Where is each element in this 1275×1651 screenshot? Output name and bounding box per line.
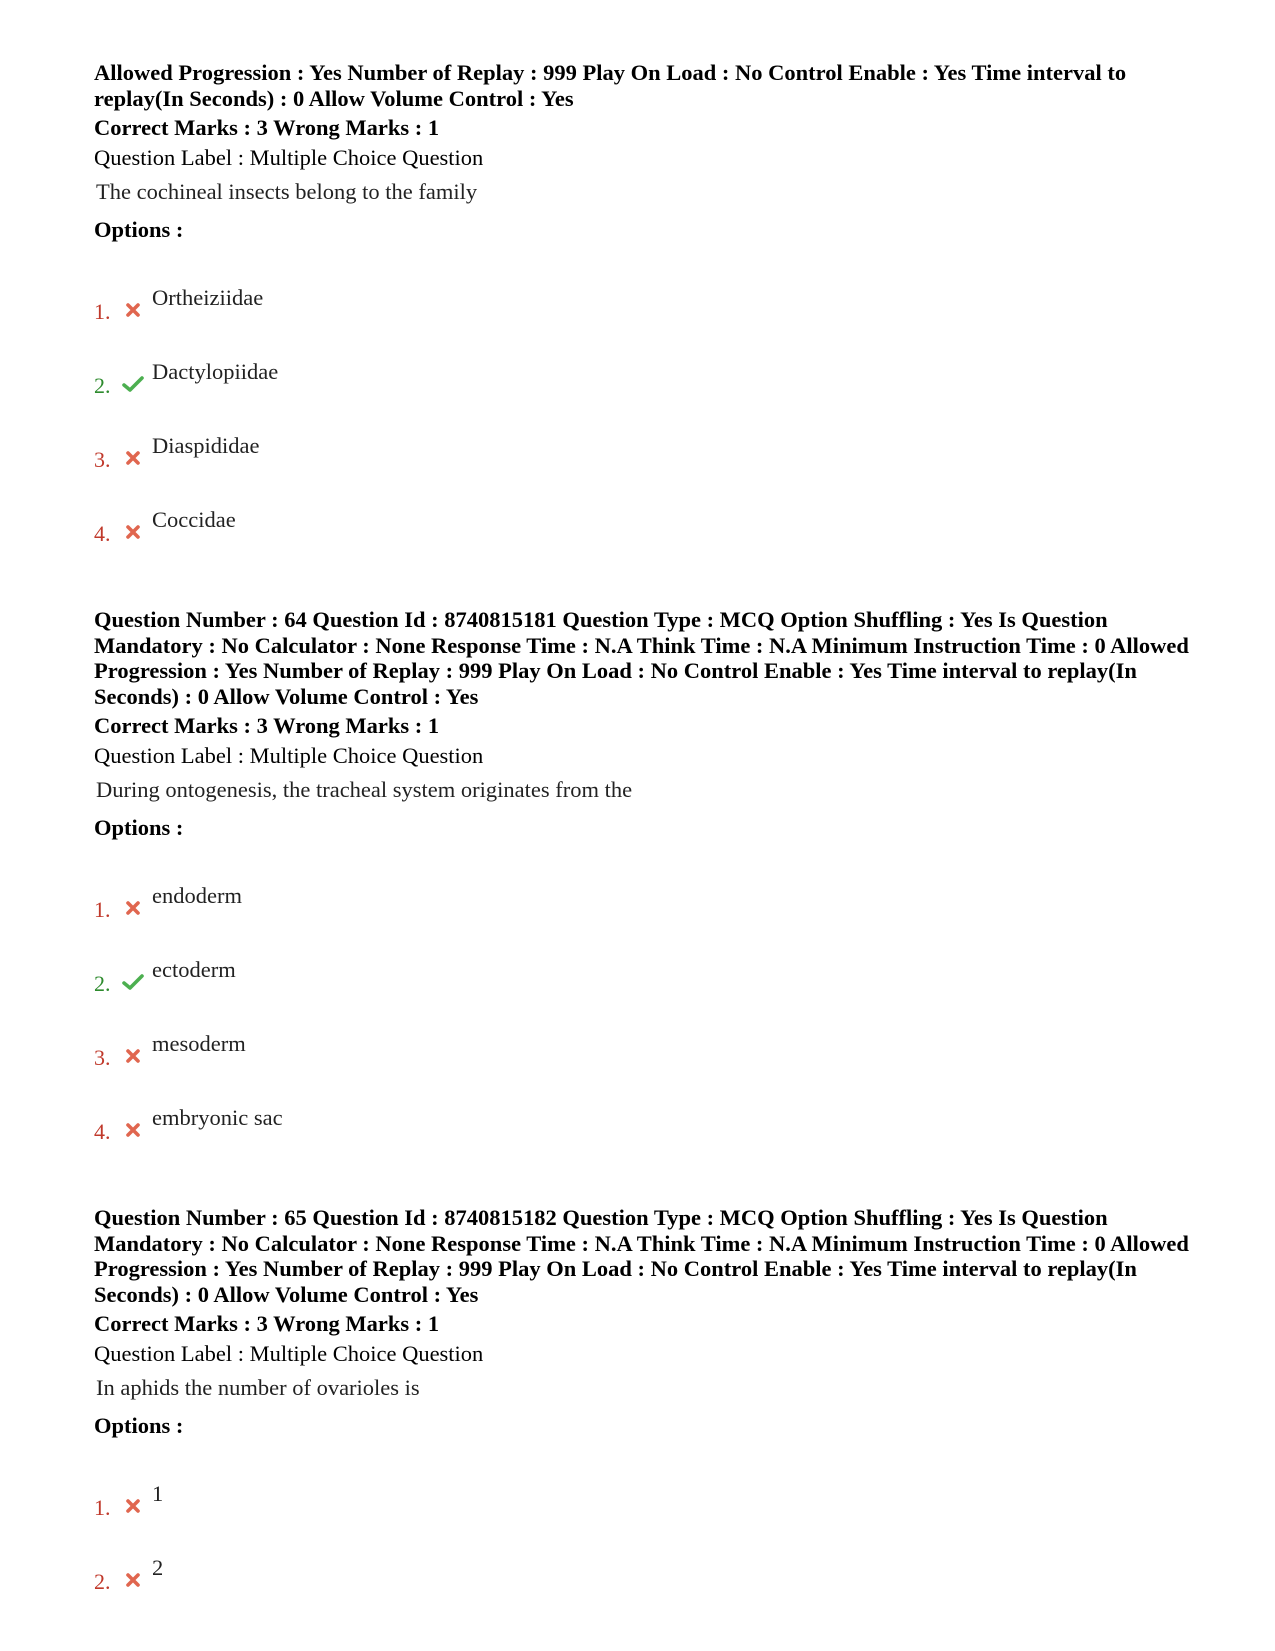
cross-icon: [120, 1493, 146, 1519]
option-text: Coccidae: [152, 507, 236, 532]
option-text: 1: [152, 1481, 164, 1506]
option-item: [94, 849, 1194, 923]
question-text: The cochineal insects belong to the family: [96, 179, 478, 204]
options-heading: Options :: [94, 815, 184, 840]
options-heading: Options :: [94, 217, 184, 242]
cross-icon: [120, 895, 146, 921]
option-text: mesoderm: [152, 1031, 246, 1056]
option-number: 4.: [94, 521, 111, 546]
cross-icon: [120, 297, 146, 323]
document-page: [94, 60, 1194, 1595]
option-item: [94, 1071, 1194, 1145]
option-number: 2.: [94, 1569, 111, 1594]
question-meta: Question Number : 65 Question Id : 8740815182 Question Type : MCQ Option Shuffling : Yes Is Question Mandatory : No Calculator : None Response Time : N.A Think Time : N.A Minimum Instruction Time : 0 Allowed Progression : Yes Number of Replay : 999 Play On Load : No Control Enable : Yes Time interval to replay(In Seconds) : 0 Allow Volume Control : Yes: [94, 1205, 1189, 1307]
option-text: 2: [152, 1555, 164, 1580]
question-marks: Correct Marks : 3 Wrong Marks : 1: [94, 1311, 440, 1336]
cross-icon: [120, 519, 146, 545]
question-label: Question Label : Multiple Choice Question: [94, 743, 484, 768]
option-item: [94, 473, 1194, 547]
option-number: 1.: [94, 1495, 111, 1520]
cross-icon: [120, 1567, 146, 1593]
option-item: [94, 325, 1194, 399]
question-meta: Allowed Progression : Yes Number of Replay : 999 Play On Load : No Control Enable : Yes Time interval to replay(In Seconds) : 0 Allow Volume Control : Yes: [94, 60, 1127, 111]
cross-icon: [120, 1117, 146, 1143]
option-number: 1.: [94, 897, 111, 922]
option-text: ectoderm: [152, 957, 236, 982]
question-text: In aphids the number of ovarioles is: [96, 1375, 420, 1400]
option-text: Diaspididae: [152, 433, 260, 458]
question-label: Question Label : Multiple Choice Question: [94, 145, 484, 170]
options-list: [94, 251, 1194, 547]
options-heading: Options :: [94, 1413, 184, 1438]
option-number: 3.: [94, 447, 111, 472]
question-block: [94, 1205, 1194, 1595]
question-text: During ontogenesis, the tracheal system originates from the: [96, 777, 633, 802]
cross-icon: [120, 445, 146, 471]
options-list: [94, 849, 1194, 1145]
option-item: [94, 1447, 1194, 1521]
option-text: embryonic sac: [152, 1105, 283, 1130]
option-item: [94, 1521, 1194, 1595]
question-meta: Question Number : 64 Question Id : 8740815181 Question Type : MCQ Option Shuffling : Yes Is Question Mandatory : No Calculator : None Response Time : N.A Think Time : N.A Minimum Instruction Time : 0 Allowed Progression : Yes Number of Replay : 999 Play On Load : No Control Enable : Yes Time interval to replay(In Seconds) : 0 Allow Volume Control : Yes: [94, 607, 1189, 709]
question-marks: Correct Marks : 3 Wrong Marks : 1: [94, 115, 440, 140]
option-text: endoderm: [152, 883, 242, 908]
option-number: 3.: [94, 1045, 111, 1070]
option-text: Ortheiziidae: [152, 285, 264, 310]
check-icon: [120, 371, 146, 397]
option-item: [94, 251, 1194, 325]
question-marks: Correct Marks : 3 Wrong Marks : 1: [94, 713, 440, 738]
option-number: 2.: [94, 971, 111, 996]
option-number: 1.: [94, 299, 111, 324]
option-text: Dactylopiidae: [152, 359, 279, 384]
option-item: [94, 997, 1194, 1071]
options-list: [94, 1447, 1194, 1595]
option-item: [94, 399, 1194, 473]
cross-icon: [120, 1043, 146, 1069]
option-item: [94, 923, 1194, 997]
option-number: 2.: [94, 373, 111, 398]
check-icon: [120, 969, 146, 995]
question-block: [94, 60, 1194, 547]
question-block: [94, 607, 1194, 1145]
option-number: 4.: [94, 1119, 111, 1144]
question-label: Question Label : Multiple Choice Question: [94, 1341, 484, 1366]
